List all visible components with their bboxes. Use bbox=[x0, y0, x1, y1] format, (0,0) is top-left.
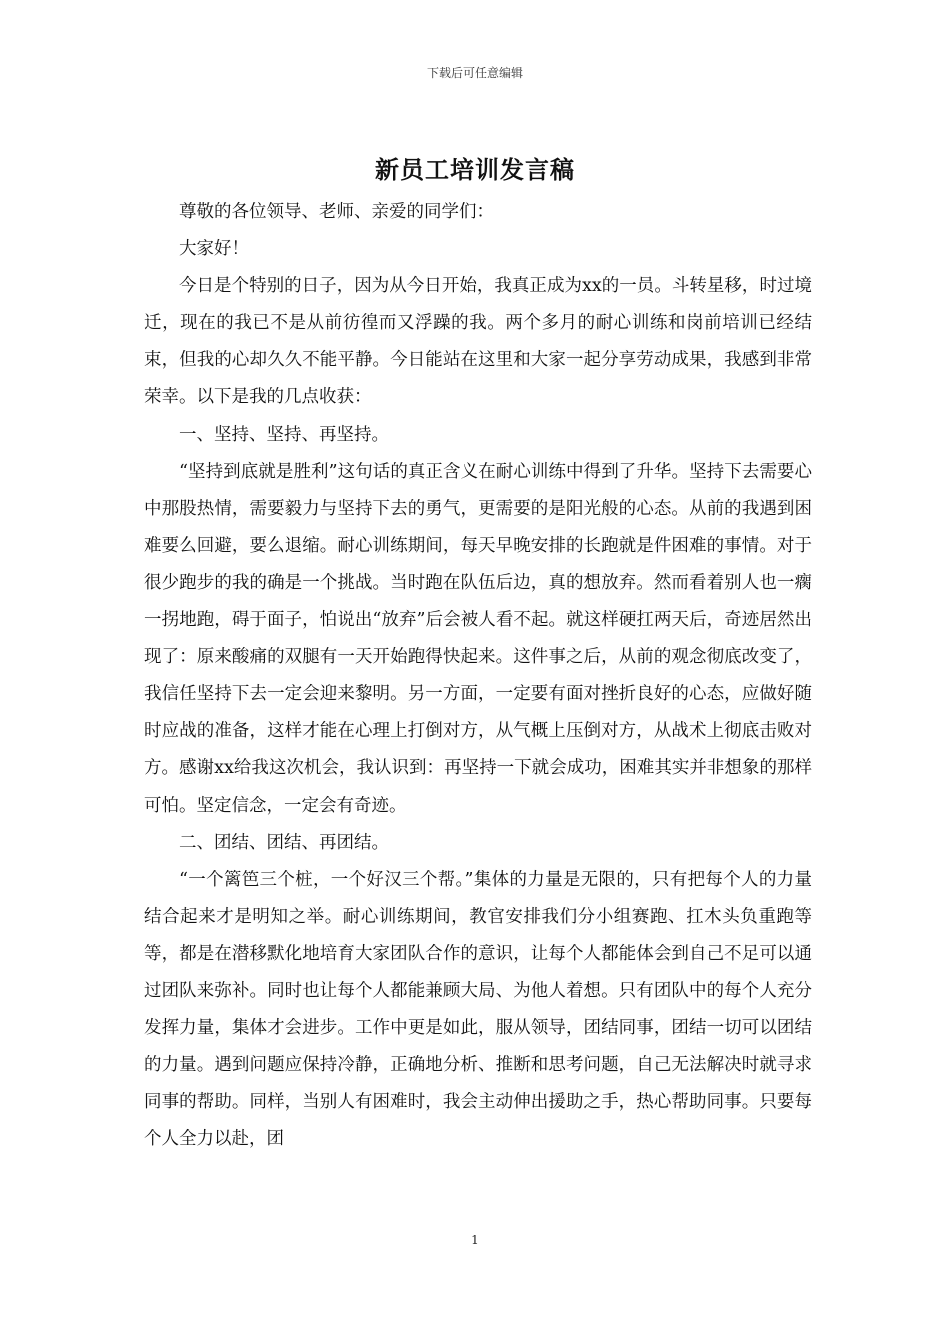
section-heading-2: 二、团结、团结、再团结。 bbox=[179, 832, 389, 853]
paragraph-section-1: “坚持到底就是胜利”这句话的真正含义在耐心训练中得到了升华。坚持下去需要心中那股热情，需要毅力与坚持下去的勇气，更需要的是阳光般的心态。从前的我遇到困难要么回避，要么退缩。耐心训练期间，每天早晚安排的长跑就是件困难的事情。对于很少跑步的我的确是一个挑战。当时跑在队伍后边，真的想放弃。然而看着别人也一瘸一拐地跑，碍于面子，怕说出“放弃”后会被人看不起。就这样硬扛两天后，奇迹居然出现了：原来酸痛的双腿有一天开始跑得快起来。这件事之后，从前的观念彻底改变了，我信任坚持下去一定会迎来黎明。另一方面，一定要有面对挫折良好的心态，应做好随时应战的准备，这样才能在心理上打倒对方，从气概上压倒对方，从战术上彻底击败对方。感谢xx给我这次机会，我认识到：再坚持一下就会成功，困难其实并非想象的那样可怕。坚定信念，一定会有奇迹。 bbox=[144, 461, 812, 816]
document-title: 新员工培训发言稿 bbox=[375, 155, 575, 184]
section-heading-1: 一、坚持、坚持、再坚持。 bbox=[179, 424, 389, 445]
paragraph-intro: 今日是个特别的日子，因为从今日开始，我真正成为xx的一员。斗转星移，时过境迁，现在的我已不是从前彷徨而又浮躁的我。两个多月的耐心训练和岗前培训已经结束，但我的心却久久不能平静。今日能站在这里和大家一起分享劳动成果，我感到非常荣幸。以下是我的几点收获： bbox=[144, 276, 812, 408]
page-number: 1 bbox=[471, 1233, 479, 1247]
paragraph-salutation: 尊敬的各位领导、老师、亲爱的同学们： bbox=[179, 202, 494, 222]
header-note: 下载后可任意编辑 bbox=[426, 66, 523, 80]
paragraph-greeting: 大家好！ bbox=[179, 239, 249, 260]
document-body bbox=[144, 194, 812, 1158]
paragraph-section-2: “一个篱笆三个桩，一个好汉三个帮。”集体的力量是无限的，只有把每个人的力量结合起来才是明知之举。耐心训练期间，教官安排我们分小组赛跑、扛木头负重跑等等，都是在潜移默化地培育大家团队合作的意识，让每个人都能体会到自己不足可以通过团队来弥补。同时也让每个人都能兼顾大局、为他人着想。只有团队中的每个人充分发挥力量，集体才会进步。工作中更是如此，服从领导，团结同事，团结一切可以团结的力量。遇到问题应保持冷静，正确地分析、推断和思考问题，自己无法解决时就寻求同事的帮助。同样，当别人有困难时，我会主动伸出援助之手，热心帮助同事。只要每个人全力以赴，团 bbox=[144, 869, 812, 1150]
